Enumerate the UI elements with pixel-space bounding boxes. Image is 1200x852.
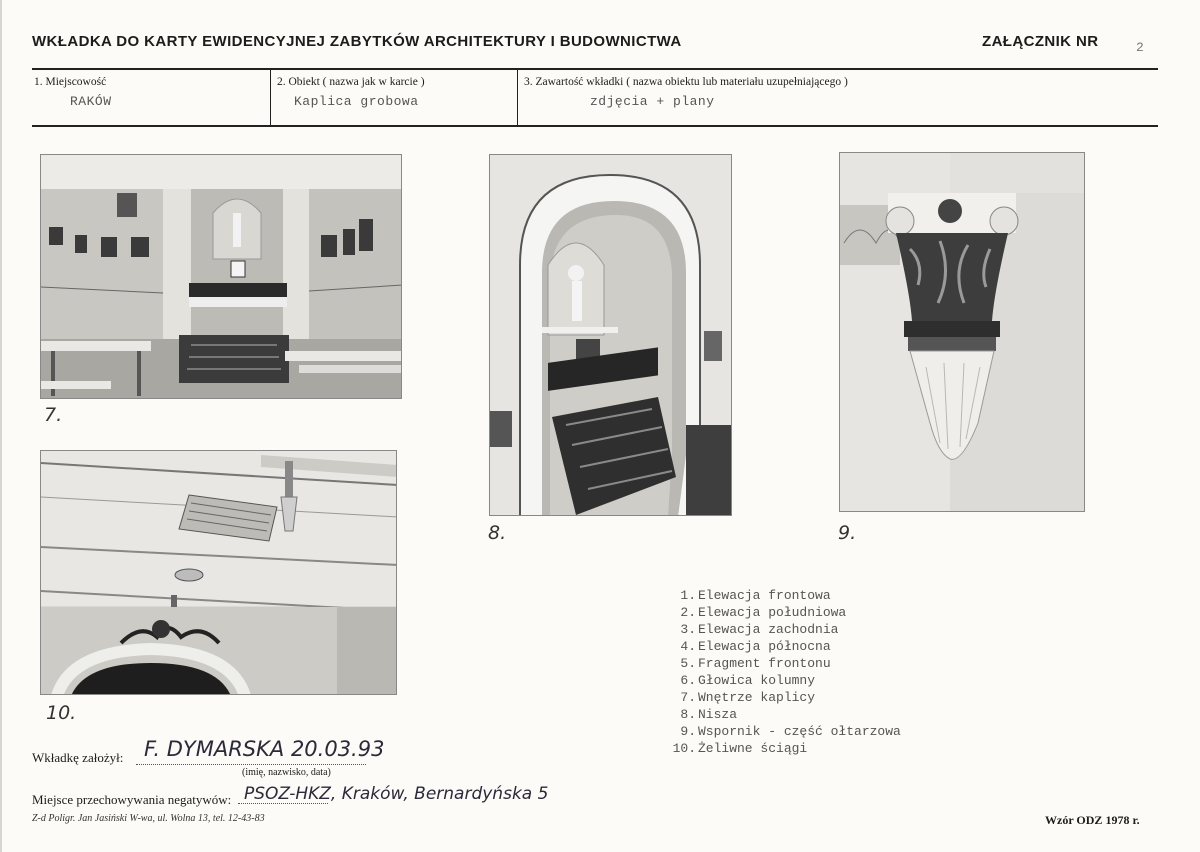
attachment-number: 2 xyxy=(1136,40,1144,55)
photo-number: 8. xyxy=(488,522,507,544)
form-code: Wzór ODZ 1978 r. xyxy=(1045,813,1140,827)
field-label-contents: 3. Zawartość wkładki ( nazwa obiektu lub materiału uzupełniającego ) xyxy=(524,76,848,88)
list-item: 1. Elewacja frontowa xyxy=(680,588,831,603)
photo-chapel-interior xyxy=(40,154,402,399)
contents-list xyxy=(668,587,901,757)
photo-cast-iron-ties xyxy=(40,450,397,695)
list-item: 3. Elewacja zachodnia xyxy=(680,622,839,637)
field-divider xyxy=(517,70,518,126)
header-rule-top xyxy=(32,68,1158,70)
list-item: 10. Żeliwne ściągi xyxy=(672,741,808,756)
document-title: WKŁADKA DO KARTY EWIDENCYJNEJ ZABYTKÓW ARCHITEKTURY I BUDOWNICTWA xyxy=(32,33,682,50)
list-item: 2. Elewacja południowa xyxy=(680,605,847,620)
storage-dotted-line xyxy=(238,803,328,804)
author-dotted-line xyxy=(136,764,366,765)
photo-niche xyxy=(489,154,732,516)
storage-handwriting: PSOZ-HKZ, Kraków, Bernardyńska 5 xyxy=(244,784,549,804)
list-item: 6. Głowica kolumny xyxy=(680,673,816,688)
photo-number: 7. xyxy=(44,404,63,426)
attachment-label: ZAŁĄCZNIK NR xyxy=(982,33,1099,50)
field-value-locality: RAKÓW xyxy=(70,94,112,109)
photo-number: 9. xyxy=(838,522,857,544)
list-item: 7. Wnętrze kaplicy xyxy=(680,690,816,705)
field-value-contents: zdjęcia + plany xyxy=(590,94,715,109)
list-item: 4. Elewacja północna xyxy=(680,639,831,654)
photo-column-bracket xyxy=(839,152,1085,512)
field-divider xyxy=(270,70,271,126)
photo-number: 10. xyxy=(46,702,77,724)
header-rule-bottom xyxy=(32,125,1158,127)
list-item: 8. Nisza xyxy=(680,707,738,722)
author-handwriting: F. DYMARSKA 20.03.93 xyxy=(144,737,385,761)
list-item: 5. Fragment frontonu xyxy=(680,656,831,671)
printer-note: Z-d Poligr. Jan Jasiński W-wa, ul. Wolna 13, tel. 12-43-83 xyxy=(32,813,265,824)
storage-label: Miejsce przechowywania negatywów: xyxy=(32,792,232,807)
author-hint: (imię, nazwisko, data) xyxy=(242,767,331,778)
author-label: Wkładkę założył: xyxy=(32,750,124,765)
field-value-object: Kaplica grobowa xyxy=(294,94,419,109)
list-item: 9. Wspornik - część ołtarzowa xyxy=(680,724,901,739)
field-label-locality: 1. Miejscowość xyxy=(34,76,107,88)
field-label-object: 2. Obiekt ( nazwa jak w karcie ) xyxy=(277,76,425,88)
